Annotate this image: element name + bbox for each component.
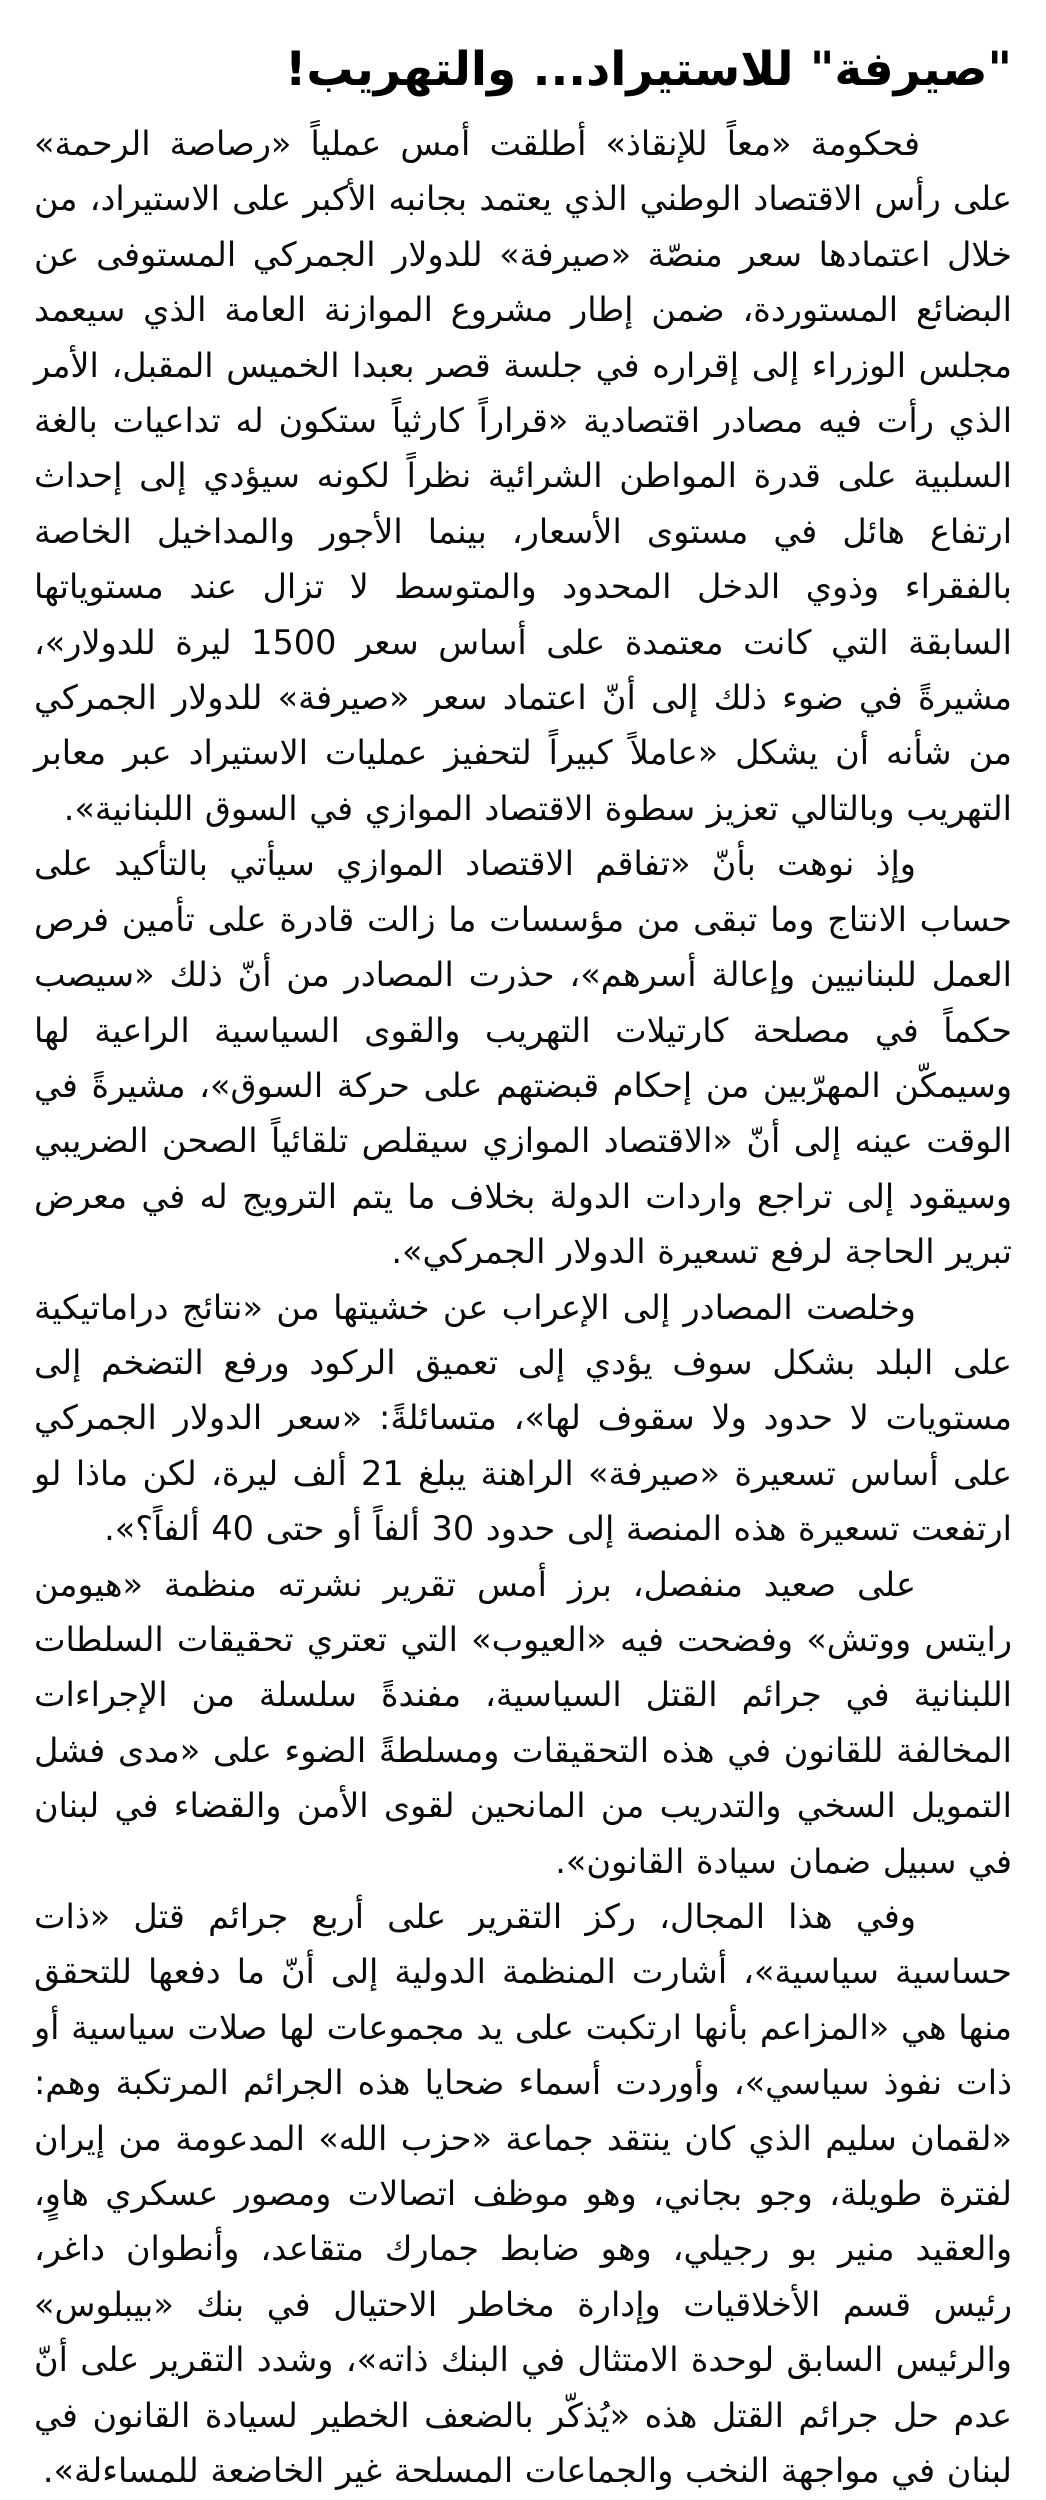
article-paragraph: وفي هذا المجال، ركز التقرير على أربع جرائم قتل «ذات حساسية سياسية»، أشارت المنظمة الدولية إلى أنّ ما دفعها للتحقق منها هي «المزاعم بأنها ارتكبت على يد مجموعات لها صلات سياسية أو ذات نفوذ سياسي»، وأوردت أسماء ضحايا هذه الجرائم المرتكبة وهم: «لقمان سليم الذي كان ينتقد جماعة «حزب الله» المدعومة من إيران لفترة طويلة، وجو بجاني، وهو موظف اتصالات ومصور عسكري هاوٍ، والعقيد منير بو رجيلي، وهو ضابط جمارك متقاعد، وأنطوان داغر، رئيس قسم الأخلاقيات وإدارة مخاطر الاحتيال في بنك «بيبلوس» والرئيس السابق لوحدة الامتثال في البنك ذاته»، وشدد التقرير على أنّ عدم حل جرائم القتل هذه «يُذكّر بالضعف الخطير لسيادة القانون في لبنان في مواجهة النخب والجماعات المسلحة غير الخاضعة للمساءلة». [34, 1897, 1012, 2491]
article-paragraph: وخلصت المصادر إلى الإعراب عن خشيتها من «نتائج دراماتيكية على البلد بشكل سوف يؤدي إلى تعميق الركود ورفع التضخم إلى مستويات لا حدود ولا سقوف لها»، متسائلةً: «سعر الدولار الجمركي على أساس تسعيرة «صيرفة» الراهنة يبلغ 21 ألف ليرة، لكن ماذا لو ارتفعت تسعيرة هذه المنصة إلى حدود 30 ألفاً أو حتى 40 ألفاً؟». [34, 1287, 1012, 1549]
article-paragraph: على صعيد منفصل، برز أمس تقرير نشرته منظمة «هيومن رايتس ووتش» وفضحت فيه «العيوب» التي تعتري تحقيقات السلطات اللبنانية في جرائم القتل السياسية، مفندةً سلسلة من الإجراءات المخالفة للقانون في هذه التحقيقات ومسلطةً الضوء على «مدى فشل التمويل السخي والتدريب من المانحين لقوى الأمن والقضاء في لبنان في سبيل ضمان سيادة القانون». [34, 1564, 1012, 1881]
article-paragraph: فحكومة «معاً للإنقاذ» أطلقت أمس عملياً «رصاصة الرحمة» على رأس الاقتصاد الوطني الذي يعتمد بجانبه الأكبر على الاستيراد، من خلال اعتمادها سعر منصّة «صيرفة» للدولار الجمركي المستوفى عن البضائع المستوردة، ضمن إطار مشروع الموازنة العامة الذي سيعمد مجلس الوزراء إلى إقراره في جلسة قصر بعبدا الخميس المقبل، الأمر الذي رأت فيه مصادر اقتصادية «قراراً كارثياً ستكون له تداعيات بالغة السلبية على قدرة المواطن الشرائية نظراً لكونه سيؤدي إلى إحداث ارتفاع هائل في مستوى الأسعار، بينما الأجور والمداخيل الخاصة بالفقراء وذوي الدخل المحدود والمتوسط لا تزال عند مستوياتها السابقة التي كانت معتمدة على أساس سعر 1500 ليرة للدولار»، مشيرةً في ضوء ذلك إلى أنّ اعتماد سعر «صيرفة» للدولار الجمركي من شأنه أن يشكل «عاملاً كبيراً لتحفيز عمليات الاستيراد عبر معابر التهريب وبالتالي تعزيز سطوة الاقتصاد الموازي في السوق اللبنانية». [34, 124, 1012, 828]
article-headline: "صيرفة" للاستيراد... والتهريب! [284, 42, 1012, 97]
article-paragraph: وإذ نوهت بأنّ «تفاقم الاقتصاد الموازي سيأتي بالتأكيد على حساب الانتاج وما تبقى من مؤسسات ما زالت قادرة على تأمين فرص العمل للبنانيين وإعالة أسرهم»، حذرت المصادر من أنّ ذلك «سيصب حكماً في مصلحة كارتيلات التهريب والقوى السياسية الراعية لها وسيمكّن المهرّبين من إحكام قبضتهم على حركة السوق»، مشيرةً في الوقت عينه إلى أنّ «الاقتصاد الموازي سيقلص تلقائياً الصحن الضريبي وسيقود إلى تراجع واردات الدولة بخلاف ما يتم الترويج له في معرض تبرير الحاجة لرفع تسعيرة الدولار الجمركي». [34, 844, 1012, 1272]
